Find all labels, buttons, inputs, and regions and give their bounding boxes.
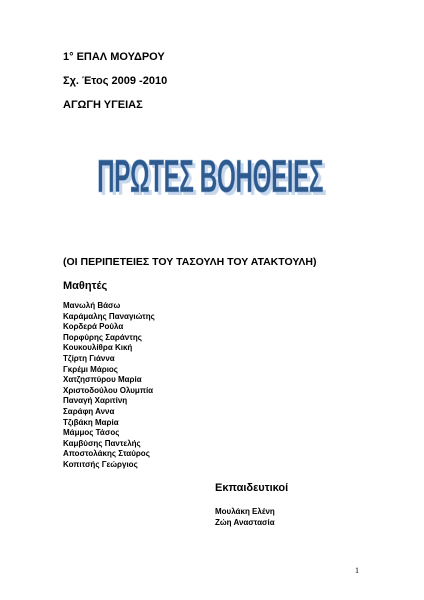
- student-item: Χατζησπύρου Μαρία: [63, 375, 142, 385]
- student-item: Χριστοδούλου Ολυμπία: [63, 385, 154, 395]
- school-name: 1° ΕΠΑΛ ΜΟΥΔΡΟΥ: [63, 51, 165, 63]
- teachers-list: [215, 506, 275, 528]
- teacher-item: Ζώη Αναστασία: [215, 518, 275, 527]
- students-heading: Μαθητές: [63, 280, 108, 292]
- student-item: Κουκουλίθρα Κική: [63, 343, 133, 353]
- student-item: Σαράφη Αννα: [63, 406, 115, 416]
- title-text: ΠΡΩΤΕΣ ΒΟΗΘΕΙΕΣ: [97, 150, 324, 202]
- teacher-item: Μουλάκη Ελένη: [215, 507, 275, 516]
- school-year: Σχ. Έτος 2009 -2010: [63, 75, 168, 87]
- student-item: Τζίρτη Γιάννα: [63, 353, 115, 363]
- student-item: Καμβύσης Παντελής: [63, 438, 141, 448]
- title-shadow: ΠΡΩΤΕΣ ΒΟΗΘΕΙΕΣ: [100, 153, 327, 205]
- student-item: Πορφύρης Σαράντης: [63, 332, 142, 342]
- student-item: Κορδερά Ρούλα: [63, 322, 124, 332]
- teachers-heading: Εκπαιδευτικοί: [215, 482, 289, 494]
- students-list: [63, 301, 155, 471]
- student-item: Παναγή Χαριτίνη: [63, 396, 128, 406]
- student-item: Κοπιτσής Γεώργιος: [63, 459, 138, 469]
- student-item: Αποστολάκης Σταύρος: [63, 449, 150, 459]
- title-wordart: [0, 148, 424, 206]
- student-item: Καράμαλης Παναγιώτης: [63, 311, 155, 321]
- student-item: Μάμμος Τάσος: [63, 428, 120, 438]
- subject-name: ΑΓΩΓΗ ΥΓΕΙΑΣ: [63, 99, 143, 111]
- student-item: Τζιβάκη Μαρία: [63, 417, 119, 427]
- page-number: 1: [355, 566, 359, 575]
- student-item: Γκρέμι Μάριος: [63, 364, 118, 374]
- subtitle: (ΟΙ ΠΕΡΙΠΕΤΕΙΕΣ ΤΟΥ ΤΑΣΟΥΛΗ ΤΟΥ ΑΤΑΚΤΟΥΛΗ): [63, 256, 317, 268]
- student-item: Μανωλή Βάσω: [63, 301, 121, 310]
